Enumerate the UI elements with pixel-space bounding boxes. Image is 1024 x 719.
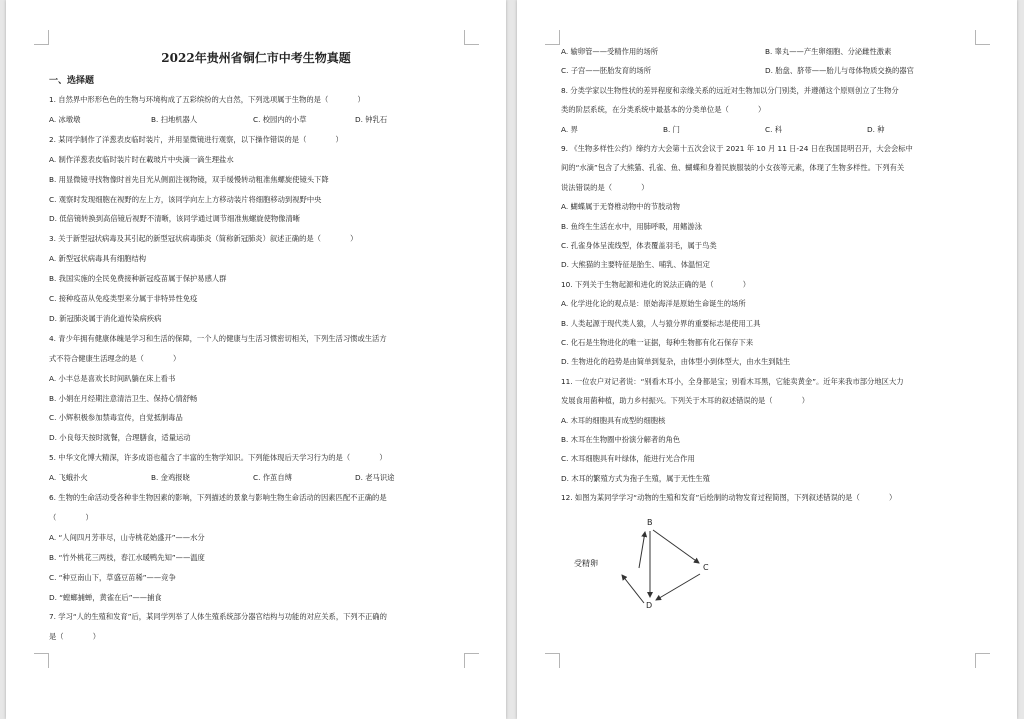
text-line: 6. 生物的生命活动受各种非生物因素的影响，下列描述的景象与影响生物生命活动的因素匹配不正确的是: [49, 493, 387, 502]
margin-mark: [34, 653, 49, 668]
text-line: （ ）: [49, 512, 93, 522]
answer-option: B. 门: [663, 124, 680, 134]
text-line: B. 木耳在生物圈中扮演分解者的角色: [561, 435, 681, 444]
answer-option: D. 钟乳石: [355, 114, 388, 124]
arrow-egg-to-b: [639, 532, 645, 568]
arrow-c-to-d: [656, 574, 700, 600]
text-line: 3. 关于新型冠状病毒及其引起的新型冠状病毒肺炎（简称新冠肺炎）叙述正确的是（ ）: [49, 234, 358, 244]
text-line: 2. 某同学制作了洋葱表皮临时装片，并用显微镜进行观察，以下操作错误的是（ ）: [49, 134, 343, 144]
section-heading: 一、选择题: [49, 76, 95, 86]
answer-option: C. 作茧自缚: [253, 473, 292, 483]
text-line: 发展食用菌种植，助力乡村振兴。下列关于木耳的叙述错误的是（ ）: [561, 396, 810, 406]
text-line: 9. 《生物多样性公约》缔约方大会第十五次会议于 2021 年 10 月 11 日-24 日在我国昆明召开，大会会标中: [561, 144, 913, 153]
text-line: D. 大熊猫的主要特征是胎生、哺乳、体温恒定: [561, 260, 710, 270]
text-line: B. 小娟在月经期注意清洁卫生、保持心情舒畅: [49, 393, 198, 403]
answer-option: B. 扫地机器人: [151, 114, 198, 124]
arrow-b-to-c: [653, 530, 699, 563]
text-line: A. 化学进化论的观点是：原始海洋是原始生命诞生的场所: [561, 299, 746, 309]
text-line: 是（ ）: [49, 632, 101, 642]
margin-mark: [464, 653, 479, 668]
text-line: A. 蝴蝶属于无脊椎动物中的节肢动物: [561, 202, 680, 212]
text-line: B. 人类起源于现代类人猿，人与猿分界的重要标志是使用工具: [561, 318, 761, 328]
text-line: C. 孔雀身体呈流线型，体表覆盖羽毛，属于鸟类: [561, 241, 717, 250]
margin-mark: [464, 30, 479, 45]
document-page-right: [517, 0, 1017, 719]
text-line: 7. 学习“人的生殖和发育”后，某同学列举了人体生殖系统部分器官结构与功能的对应关系，下列不正确的: [49, 612, 387, 622]
text-line: 10. 下列关于生物起源和进化的说法正确的是（ ）: [561, 279, 751, 289]
answer-option: A. 输卵管——受精作用的场所: [561, 47, 659, 56]
answer-option: A. 冰墩墩: [49, 114, 81, 124]
node-fertilized-egg: 受精卵: [574, 559, 598, 568]
node-b: B: [647, 518, 653, 527]
text-line: A. 制作洋葱表皮临时装片时在載玻片中央滴一滴生理盐水: [49, 154, 234, 164]
text-line: D. 木耳的繁殖方式为孢子生殖，属于无性生殖: [561, 473, 710, 483]
text-line: 8. 分类学家以生物性状的差异程度和亲缘关系的远近对生物加以分门别类，并遵循这个原则创立了生物分: [561, 85, 899, 95]
answer-option: B. 睾丸——产生卵细胞、分泌雌性激素: [765, 47, 892, 56]
text-line: A. 新型冠状病毒具有细胞结构: [49, 254, 147, 264]
text-line: A. 小丰总是喜欢长时间趴躺在床上看书: [49, 373, 176, 383]
diagram-arrows: [517, 0, 1017, 719]
answer-option: A. 界: [561, 124, 578, 134]
text-line: 式不符合健康生活理念的是（ ）: [49, 353, 181, 363]
text-line: C. “种豆南山下，草盛豆苗稀”——竞争: [49, 572, 176, 582]
answer-option: C. 科: [765, 124, 783, 134]
text-line: 类的阶层系统，在分类系统中最基本的分类单位是（ ）: [561, 105, 766, 115]
text-line: A. 木耳的细胞具有成型的细胞核: [561, 415, 666, 425]
node-d: D: [646, 601, 653, 610]
answer-option: B. 金鸡报晓: [151, 473, 190, 483]
text-line: A. “人间四月芳菲尽，山寺桃花始盛开”——水分: [49, 532, 205, 542]
text-line: 5. 中华文化博大精深，许多成语也蕴含了丰富的生物学知识。下列能体现后天学习行为的是（ ）: [49, 453, 387, 463]
text-line: B. 用显微镜寻找物像时首先目光从侧面注视物镜，双手缓慢转动粗准焦螺旋使镜头下降: [49, 174, 329, 184]
text-line: C. 接种疫苗从免疫类型来分属于非特异性免疫: [49, 294, 198, 303]
answer-option: D. 老马识途: [355, 473, 395, 483]
text-line: C. 观察时发现细胞在视野的左上方，该同学向左上方移动装片将细胞移动到视野中央: [49, 194, 322, 204]
node-c: C: [703, 563, 709, 572]
text-line: 1. 自然界中形形色色的生物与环境构成了五彩缤纷的大自然，下列选项属于生物的是（ ）: [49, 95, 365, 104]
text-line: C. 化石是生物进化的唯一证据，每种生物都有化石保存下来: [561, 338, 754, 347]
text-line: C. 小辉积极参加禁毒宣传，自觉抵制毒品: [49, 413, 183, 423]
text-line: 12. 如图为某同学学习“动物的生殖和发育”后绘制的动物发育过程简图，下列叙述错误的是（ ）: [561, 493, 897, 503]
text-line: B. 鱼终生生活在水中，用肺呼吸，用鳍游泳: [561, 221, 702, 231]
document-title: 2022年贵州省铜仁市中考生物真题: [161, 51, 351, 65]
text-line: 间的“水滴”包含了大熊猫、孔雀、鱼、蝴蝶和身着民族服装的小女孩等元素，体现了生物多样性。下列有关: [561, 163, 905, 173]
answer-option: A. 飞蛾扑火: [49, 473, 88, 483]
margin-mark: [34, 30, 49, 45]
document-page-left: [6, 0, 506, 719]
text-line: B. 我国实施的全民免费接种新冠疫苗属于保护易感人群: [49, 274, 227, 284]
answer-option: C. 校园内的小草: [253, 114, 307, 124]
text-line: C. 木耳细胞具有叶绿体，能进行光合作用: [561, 454, 695, 464]
text-line: 说法错误的是（ ）: [561, 182, 649, 192]
text-line: D. 新冠肺炎属于消化道传染病疾病: [49, 313, 162, 323]
text-line: D. 生物进化的趋势是由简单到复杂，由体型小到体型大，由水生到陆生: [561, 357, 791, 367]
text-line: 11. 一位农户对记者说：“别看木耳小，全身都是宝；别看木耳黑，它能卖黄金”。近年来我市部分地区大力: [561, 376, 904, 386]
text-line: D. 小良每天按时就餐，合理膳食，适量运动: [49, 433, 191, 443]
text-line: D. 低倍镜转换到高倍镜后视野不清晰，该同学通过调节细准焦螺旋使物像清晰: [49, 214, 301, 224]
arrow-d-to-egg: [622, 575, 644, 603]
answer-option: D. 种: [867, 124, 885, 134]
answer-option: C. 子宫——胚胎发育的场所: [561, 66, 651, 76]
text-line: D. “螳螂捕蝉，黄雀在后”——捕食: [49, 592, 162, 602]
answer-option: D. 胎盘、脐带——胎儿与母体物质交换的器官: [765, 66, 914, 76]
text-line: B. “竹外桃花三两枝，春江水暖鸭先知”——温度: [49, 552, 205, 562]
text-line: 4. 青少年拥有健康体魄是学习和生活的保障，一个人的健康与生活习惯密切相关，下列生活习惯或生活方: [49, 333, 387, 343]
